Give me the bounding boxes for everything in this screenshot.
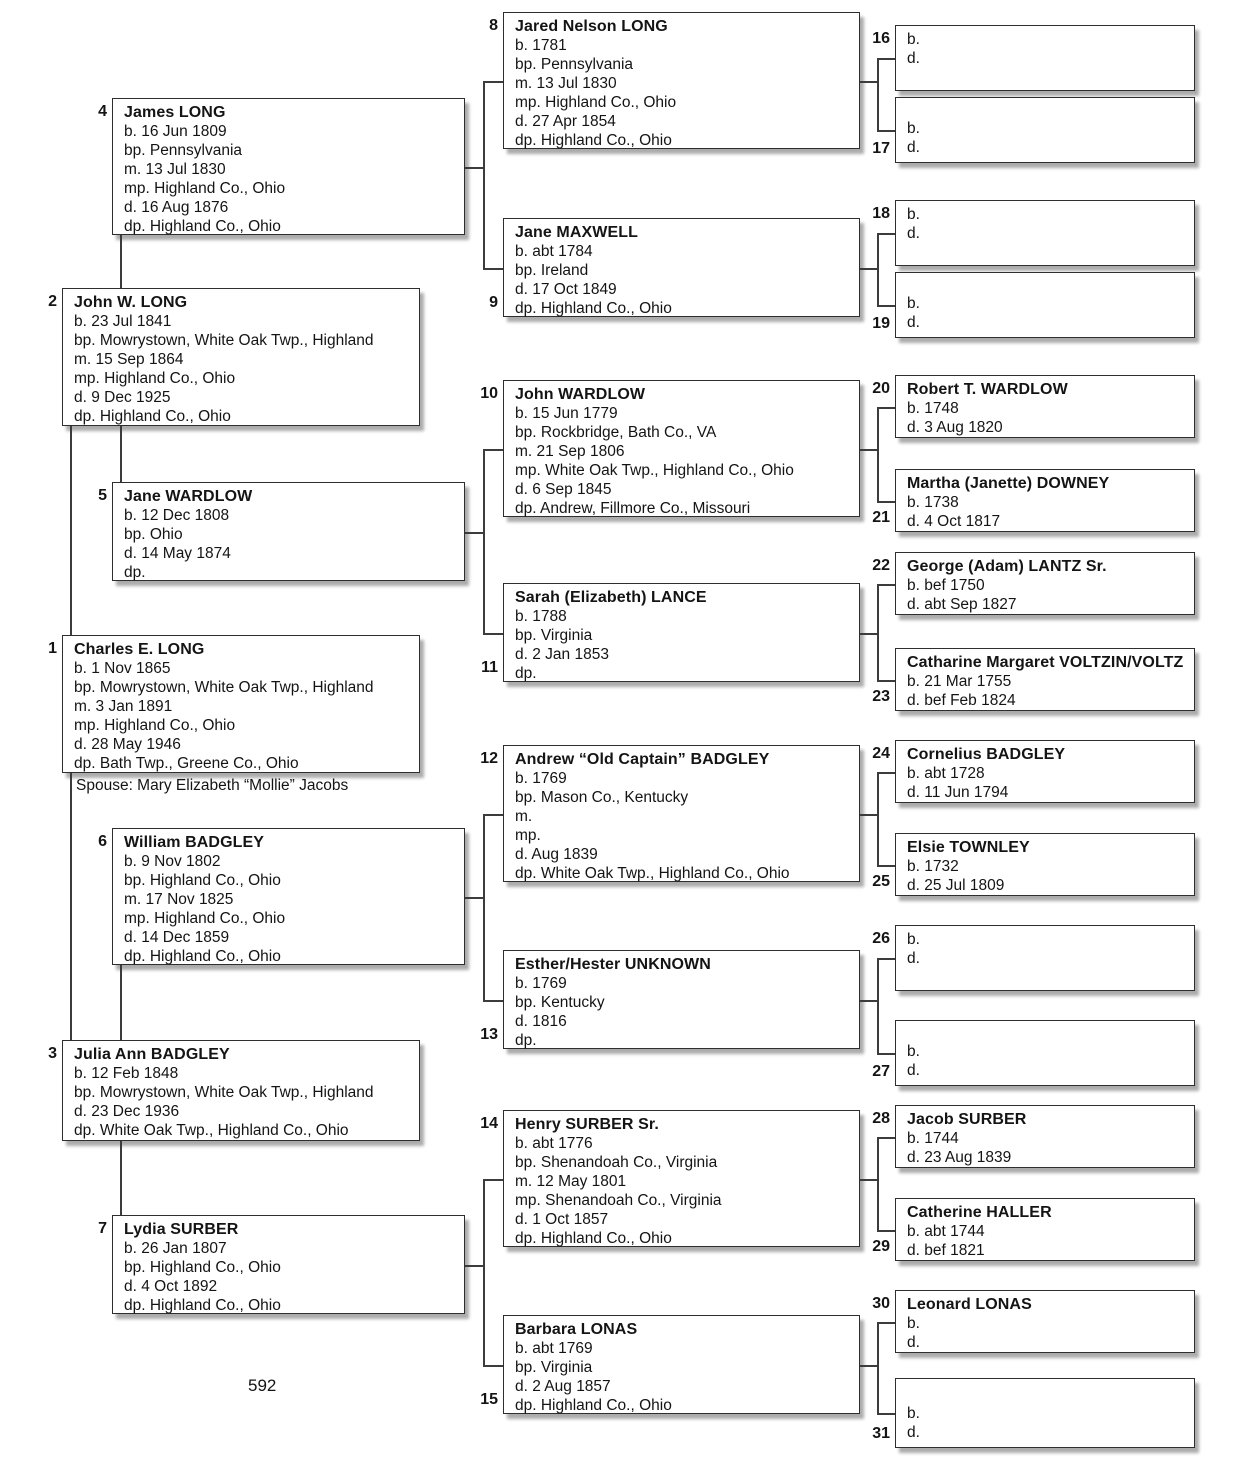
person-content bbox=[124, 1220, 460, 1315]
person-name: George (Adam) LANTZ Sr. bbox=[907, 558, 1107, 575]
connector-line bbox=[483, 814, 485, 1000]
person-number: 27 bbox=[872, 1063, 890, 1080]
person-detail: d. bef Feb 1824 bbox=[907, 692, 1016, 709]
person-name: Barbara LONAS bbox=[515, 1321, 638, 1338]
person-detail: d. 14 Dec 1859 bbox=[124, 929, 230, 946]
person-detail: b. 21 Mar 1755 bbox=[907, 673, 1012, 690]
person-detail: d. bbox=[907, 1334, 920, 1351]
person-detail: b. bbox=[907, 931, 920, 948]
person-detail: d. bbox=[907, 1424, 920, 1441]
connector-line bbox=[877, 1413, 895, 1415]
connector-line bbox=[483, 81, 485, 268]
person-number: 10 bbox=[480, 385, 498, 402]
person-detail: m. 13 Jul 1830 bbox=[515, 75, 617, 92]
person-box-1 bbox=[48, 635, 420, 773]
person-number: 17 bbox=[872, 140, 890, 157]
person-box-15 bbox=[480, 1315, 860, 1414]
person-detail: b. abt 1776 bbox=[515, 1135, 593, 1152]
person-name: Elsie TOWNLEY bbox=[907, 839, 1030, 856]
person-detail: b. 16 Jun 1809 bbox=[124, 123, 227, 140]
person-name: Sarah (Elizabeth) LANCE bbox=[515, 589, 707, 606]
person-detail: dp. White Oak Twp., Highland Co., Ohio bbox=[515, 865, 790, 882]
person-detail: bp. Kentucky bbox=[515, 994, 605, 1011]
connector-line bbox=[877, 501, 895, 503]
person-number: 21 bbox=[872, 509, 890, 526]
person-detail: b. bbox=[907, 31, 920, 48]
person-content bbox=[515, 750, 855, 883]
person-content bbox=[515, 17, 855, 150]
person-detail: bp. Mason Co., Kentucky bbox=[515, 789, 689, 806]
person-detail: d. 1 Oct 1857 bbox=[515, 1211, 609, 1228]
person-number: 2 bbox=[48, 293, 57, 310]
person-content bbox=[515, 1320, 855, 1415]
person-number: 16 bbox=[872, 30, 890, 47]
person-box-22 bbox=[872, 552, 1195, 615]
person-detail: b. bbox=[907, 1405, 920, 1422]
person-detail: bp. Ireland bbox=[515, 262, 589, 279]
person-detail: bp. Highland Co., Ohio bbox=[124, 872, 281, 889]
person-detail: b. abt 1728 bbox=[907, 765, 985, 782]
person-content bbox=[907, 930, 1190, 968]
person-detail: b. 12 Dec 1808 bbox=[124, 507, 230, 524]
person-box-21 bbox=[872, 469, 1195, 532]
connector-line bbox=[465, 532, 483, 534]
person-detail: m. bbox=[515, 808, 533, 825]
person-detail: d. 2 Jan 1853 bbox=[515, 646, 609, 663]
person-detail: d. bbox=[907, 225, 920, 242]
person-detail: d. 23 Dec 1936 bbox=[74, 1103, 180, 1120]
person-detail: b. bbox=[907, 1043, 920, 1060]
person-detail: mp. Highland Co., Ohio bbox=[74, 370, 236, 387]
connector-line bbox=[877, 1322, 895, 1324]
connector-line bbox=[465, 1265, 483, 1267]
connector-line bbox=[860, 814, 877, 816]
person-detail: d. 23 Aug 1839 bbox=[907, 1149, 1012, 1166]
person-content bbox=[74, 293, 415, 426]
person-number: 31 bbox=[872, 1425, 890, 1442]
person-content bbox=[74, 640, 415, 773]
page-number: 592 bbox=[248, 1376, 277, 1395]
person-number: 22 bbox=[872, 557, 890, 574]
person-name: Robert T. WARDLOW bbox=[907, 381, 1068, 398]
person-detail: d. 16 Aug 1876 bbox=[124, 199, 229, 216]
person-detail: dp. Bath Twp., Greene Co., Ohio bbox=[74, 755, 299, 772]
person-box-6 bbox=[98, 828, 465, 965]
connector-line bbox=[877, 1137, 879, 1230]
person-name: Jacob SURBER bbox=[907, 1111, 1027, 1128]
person-box-11 bbox=[481, 583, 860, 682]
person-detail: bp. Mowrystown, White Oak Twp., Highland bbox=[74, 332, 374, 349]
person-name: John WARDLOW bbox=[515, 386, 646, 403]
person-detail: mp. Highland Co., Ohio bbox=[124, 910, 286, 927]
connector-line bbox=[483, 1179, 503, 1181]
person-detail: b. abt 1784 bbox=[515, 243, 593, 260]
person-box-28 bbox=[872, 1105, 1195, 1168]
person-content bbox=[907, 1203, 1190, 1260]
person-detail: b. 1738 bbox=[907, 494, 959, 511]
person-detail: m. 15 Sep 1864 bbox=[74, 351, 184, 368]
connector-line bbox=[877, 865, 895, 867]
person-number: 20 bbox=[872, 380, 890, 397]
person-detail: bp. Pennsylvania bbox=[515, 56, 634, 73]
person-number: 26 bbox=[872, 930, 890, 947]
person-name: Jane MAXWELL bbox=[515, 224, 638, 241]
person-detail: b. bbox=[907, 1315, 920, 1332]
person-name: Julia Ann BADGLEY bbox=[74, 1046, 230, 1063]
connector-line bbox=[465, 897, 483, 899]
person-content bbox=[907, 838, 1190, 895]
person-detail: d. 2 Aug 1857 bbox=[515, 1378, 611, 1395]
person-detail: d. bef 1821 bbox=[907, 1242, 985, 1259]
person-content bbox=[907, 380, 1190, 437]
connector-line bbox=[860, 268, 877, 270]
person-box-23 bbox=[872, 648, 1195, 711]
person-detail: dp. Highland Co., Ohio bbox=[124, 218, 281, 235]
person-detail: b. 1781 bbox=[515, 37, 567, 54]
person-detail: dp. Andrew, Fillmore Co., Missouri bbox=[515, 500, 751, 517]
connector-line bbox=[877, 772, 879, 865]
person-detail: b. 12 Feb 1848 bbox=[74, 1065, 179, 1082]
person-detail: b. 1788 bbox=[515, 608, 567, 625]
person-box-29 bbox=[872, 1198, 1195, 1261]
connector-line bbox=[70, 426, 72, 635]
person-box-26 bbox=[872, 925, 1195, 991]
person-detail: bp. Rockbridge, Bath Co., VA bbox=[515, 424, 717, 441]
connector-line bbox=[465, 167, 483, 169]
person-detail: d. 6 Sep 1845 bbox=[515, 481, 612, 498]
person-detail: d. 11 Jun 1794 bbox=[907, 784, 1009, 801]
spouse-note: Spouse: Mary Elizabeth “Mollie” Jacobs bbox=[76, 777, 349, 794]
connector-line bbox=[877, 1230, 895, 1232]
connector-line bbox=[483, 1179, 485, 1365]
person-detail: b. bbox=[907, 120, 920, 137]
connector-line bbox=[877, 407, 895, 409]
person-box-10 bbox=[480, 380, 860, 517]
person-detail: d. 4 Oct 1817 bbox=[907, 513, 1001, 530]
person-name: Esther/Hester UNKNOWN bbox=[515, 956, 711, 973]
person-detail: dp. Highland Co., Ohio bbox=[515, 1397, 672, 1414]
person-detail: b. 9 Nov 1802 bbox=[124, 853, 221, 870]
person-number: 4 bbox=[98, 103, 107, 120]
person-detail: bp. Ohio bbox=[124, 526, 183, 543]
person-number: 5 bbox=[98, 487, 107, 504]
connector-line bbox=[877, 58, 879, 130]
connector-line bbox=[120, 965, 122, 1040]
person-box-9 bbox=[489, 218, 860, 317]
person-number: 30 bbox=[872, 1295, 890, 1312]
person-box-12 bbox=[480, 745, 860, 882]
person-detail: dp. Highland Co., Ohio bbox=[124, 1297, 281, 1314]
connector-line bbox=[877, 1322, 879, 1414]
connector-line bbox=[483, 268, 503, 270]
connector-line bbox=[483, 449, 503, 451]
person-content bbox=[124, 487, 460, 582]
person-detail: m. 12 May 1801 bbox=[515, 1173, 627, 1190]
person-name: Jared Nelson LONG bbox=[515, 18, 668, 35]
connector-line bbox=[483, 81, 503, 83]
person-content bbox=[907, 119, 1190, 157]
person-name: Charles E. LONG bbox=[74, 641, 205, 658]
person-detail: mp. Highland Co., Ohio bbox=[124, 180, 286, 197]
person-number: 14 bbox=[480, 1115, 498, 1132]
person-content bbox=[907, 474, 1190, 531]
person-detail: d. bbox=[907, 1062, 920, 1079]
connector-line bbox=[877, 130, 895, 132]
connector-line bbox=[877, 584, 895, 586]
person-content bbox=[515, 223, 855, 318]
person-detail: b. abt 1769 bbox=[515, 1340, 593, 1357]
person-name: William BADGLEY bbox=[124, 834, 265, 851]
person-detail: d. Aug 1839 bbox=[515, 846, 598, 863]
person-content bbox=[515, 588, 855, 683]
connector-line bbox=[120, 235, 122, 288]
person-content bbox=[907, 1404, 1190, 1442]
person-detail: d. 25 Jul 1809 bbox=[907, 877, 1005, 894]
connector-line bbox=[877, 233, 879, 305]
person-detail: bp. Pennsylvania bbox=[124, 142, 243, 159]
person-detail: dp. bbox=[515, 665, 537, 682]
person-detail: b. 26 Jan 1807 bbox=[124, 1240, 227, 1257]
person-detail: b. 1769 bbox=[515, 770, 567, 787]
person-number: 28 bbox=[872, 1110, 890, 1127]
person-box-3 bbox=[48, 1040, 420, 1141]
person-name: John W. LONG bbox=[74, 294, 188, 311]
person-detail: m. 17 Nov 1825 bbox=[124, 891, 234, 908]
person-number: 6 bbox=[98, 833, 107, 850]
person-name: Martha (Janette) DOWNEY bbox=[907, 475, 1110, 492]
connector-line bbox=[877, 958, 879, 1053]
connector-line bbox=[877, 305, 895, 307]
person-number: 9 bbox=[489, 294, 498, 311]
person-box-8 bbox=[489, 12, 860, 149]
person-name: James LONG bbox=[124, 104, 226, 121]
person-detail: b. abt 1744 bbox=[907, 1223, 985, 1240]
person-content bbox=[907, 1042, 1190, 1080]
person-content bbox=[515, 1115, 855, 1248]
connector-line bbox=[877, 1137, 895, 1139]
connector-line bbox=[860, 633, 877, 635]
person-number: 11 bbox=[481, 659, 498, 676]
connector-line bbox=[877, 584, 879, 680]
person-detail: d. bbox=[907, 50, 920, 67]
person-detail: d. 9 Dec 1925 bbox=[74, 389, 171, 406]
person-name: Andrew “Old Captain” BADGLEY bbox=[515, 751, 770, 768]
person-number: 24 bbox=[872, 745, 890, 762]
person-detail: mp. Highland Co., Ohio bbox=[74, 717, 236, 734]
person-number: 18 bbox=[872, 205, 890, 222]
person-detail: bp. Highland Co., Ohio bbox=[124, 1259, 281, 1276]
connector-line bbox=[483, 1365, 503, 1367]
person-box-14 bbox=[480, 1110, 860, 1247]
person-content bbox=[907, 1110, 1190, 1167]
person-detail: dp. bbox=[124, 564, 146, 581]
person-content bbox=[515, 385, 855, 518]
person-box-2 bbox=[48, 288, 420, 426]
person-detail: d. 17 Oct 1849 bbox=[515, 281, 617, 298]
person-content bbox=[74, 1045, 415, 1140]
person-detail: b. bef 1750 bbox=[907, 577, 985, 594]
person-detail: b. bbox=[907, 295, 920, 312]
person-box-7 bbox=[98, 1215, 465, 1314]
person-box-18 bbox=[872, 200, 1195, 266]
connector-line bbox=[483, 1000, 503, 1002]
person-number: 3 bbox=[48, 1045, 57, 1062]
person-box-20 bbox=[872, 375, 1195, 438]
person-detail: b. 1744 bbox=[907, 1130, 959, 1147]
person-detail: d. bbox=[907, 950, 920, 967]
person-detail: b. 1748 bbox=[907, 400, 959, 417]
person-box-25 bbox=[872, 833, 1195, 896]
person-content bbox=[907, 653, 1190, 710]
person-name: Jane WARDLOW bbox=[124, 488, 253, 505]
person-content bbox=[124, 103, 460, 236]
person-detail: d. 1816 bbox=[515, 1013, 567, 1030]
person-box-16 bbox=[872, 25, 1195, 91]
person-content bbox=[907, 205, 1190, 243]
person-box-17 bbox=[872, 97, 1195, 163]
person-detail: dp. Highland Co., Ohio bbox=[515, 132, 672, 149]
connector-line bbox=[877, 680, 895, 682]
person-detail: b. 1 Nov 1865 bbox=[74, 660, 171, 677]
person-number: 25 bbox=[872, 873, 890, 890]
connector-line bbox=[483, 814, 503, 816]
person-number: 29 bbox=[872, 1238, 890, 1255]
connector-line bbox=[860, 1179, 877, 1181]
person-name: Catharine Margaret VOLTZIN/VOLTZ bbox=[907, 654, 1184, 671]
person-name: Catherine HALLER bbox=[907, 1204, 1052, 1221]
person-name: Cornelius BADGLEY bbox=[907, 746, 1066, 763]
connector-line bbox=[483, 633, 503, 635]
person-content bbox=[907, 1295, 1190, 1352]
connector-line bbox=[483, 449, 485, 633]
person-box-30 bbox=[872, 1290, 1195, 1353]
person-detail: dp. White Oak Twp., Highland Co., Ohio bbox=[74, 1122, 349, 1139]
person-number: 23 bbox=[872, 688, 890, 705]
person-detail: bp. Mowrystown, White Oak Twp., Highland bbox=[74, 679, 374, 696]
person-box-13 bbox=[480, 950, 860, 1049]
person-detail: dp. Highland Co., Ohio bbox=[124, 948, 281, 965]
person-detail: bp. Mowrystown, White Oak Twp., Highland bbox=[74, 1084, 374, 1101]
person-box-4 bbox=[98, 98, 465, 235]
person-detail: dp. Highland Co., Ohio bbox=[515, 300, 672, 317]
person-detail: bp. Virginia bbox=[515, 627, 593, 644]
person-detail: b. 1732 bbox=[907, 858, 959, 875]
person-content bbox=[907, 745, 1190, 802]
person-content bbox=[124, 833, 460, 966]
person-detail: bp. Virginia bbox=[515, 1359, 593, 1376]
person-detail: mp. Shenandoah Co., Virginia bbox=[515, 1192, 722, 1209]
connector-line bbox=[70, 773, 72, 1040]
person-detail: b. bbox=[907, 206, 920, 223]
person-number: 1 bbox=[48, 640, 57, 657]
connector-line bbox=[860, 449, 877, 451]
person-detail: dp. Highland Co., Ohio bbox=[515, 1230, 672, 1247]
person-number: 12 bbox=[480, 750, 498, 767]
person-content bbox=[907, 294, 1190, 332]
person-detail: b. 23 Jul 1841 bbox=[74, 313, 172, 330]
person-detail: dp. Highland Co., Ohio bbox=[74, 408, 231, 425]
person-detail: d. 27 Apr 1854 bbox=[515, 113, 616, 130]
person-detail: d. bbox=[907, 314, 920, 331]
person-name: Henry SURBER Sr. bbox=[515, 1116, 659, 1133]
person-detail: d. 4 Oct 1892 bbox=[124, 1278, 218, 1295]
person-detail: m. 13 Jul 1830 bbox=[124, 161, 226, 178]
person-number: 8 bbox=[489, 17, 498, 34]
person-detail: d. 3 Aug 1820 bbox=[907, 419, 1003, 436]
connector-line bbox=[860, 1000, 877, 1002]
connector-line bbox=[877, 1053, 895, 1055]
person-detail: dp. bbox=[515, 1032, 537, 1049]
connector-line bbox=[120, 426, 122, 482]
person-content bbox=[907, 557, 1190, 614]
person-detail: mp. Highland Co., Ohio bbox=[515, 94, 677, 111]
person-number: 19 bbox=[872, 315, 890, 332]
connector-line bbox=[877, 233, 895, 235]
connector-line bbox=[860, 1365, 877, 1367]
person-detail: bp. Shenandoah Co., Virginia bbox=[515, 1154, 718, 1171]
person-name: Lydia SURBER bbox=[124, 1221, 239, 1238]
person-name: Leonard LONAS bbox=[907, 1296, 1032, 1313]
person-detail: mp. bbox=[515, 827, 541, 844]
person-number: 13 bbox=[480, 1026, 498, 1043]
person-detail: d. 28 May 1946 bbox=[74, 736, 181, 753]
person-box-24 bbox=[872, 740, 1195, 803]
person-number: 7 bbox=[98, 1220, 107, 1237]
person-box-27 bbox=[872, 1020, 1195, 1086]
connector-line bbox=[120, 1141, 122, 1215]
connector-line bbox=[877, 58, 895, 60]
connector-line bbox=[877, 772, 895, 774]
person-detail: mp. White Oak Twp., Highland Co., Ohio bbox=[515, 462, 794, 479]
connector-line bbox=[877, 407, 879, 501]
person-detail: d. 14 May 1874 bbox=[124, 545, 231, 562]
person-detail: d. bbox=[907, 139, 920, 156]
person-detail: b. 1769 bbox=[515, 975, 567, 992]
person-detail: b. 15 Jun 1779 bbox=[515, 405, 618, 422]
person-box-31 bbox=[872, 1378, 1195, 1448]
connector-line bbox=[877, 958, 895, 960]
connector-line bbox=[860, 81, 877, 83]
person-detail: m. 3 Jan 1891 bbox=[74, 698, 173, 715]
person-detail: d. abt Sep 1827 bbox=[907, 596, 1017, 613]
person-box-5 bbox=[98, 482, 465, 581]
person-content bbox=[907, 30, 1190, 68]
person-box-19 bbox=[872, 272, 1195, 338]
person-detail: m. 21 Sep 1806 bbox=[515, 443, 625, 460]
person-number: 15 bbox=[480, 1391, 498, 1408]
person-content bbox=[515, 955, 855, 1050]
